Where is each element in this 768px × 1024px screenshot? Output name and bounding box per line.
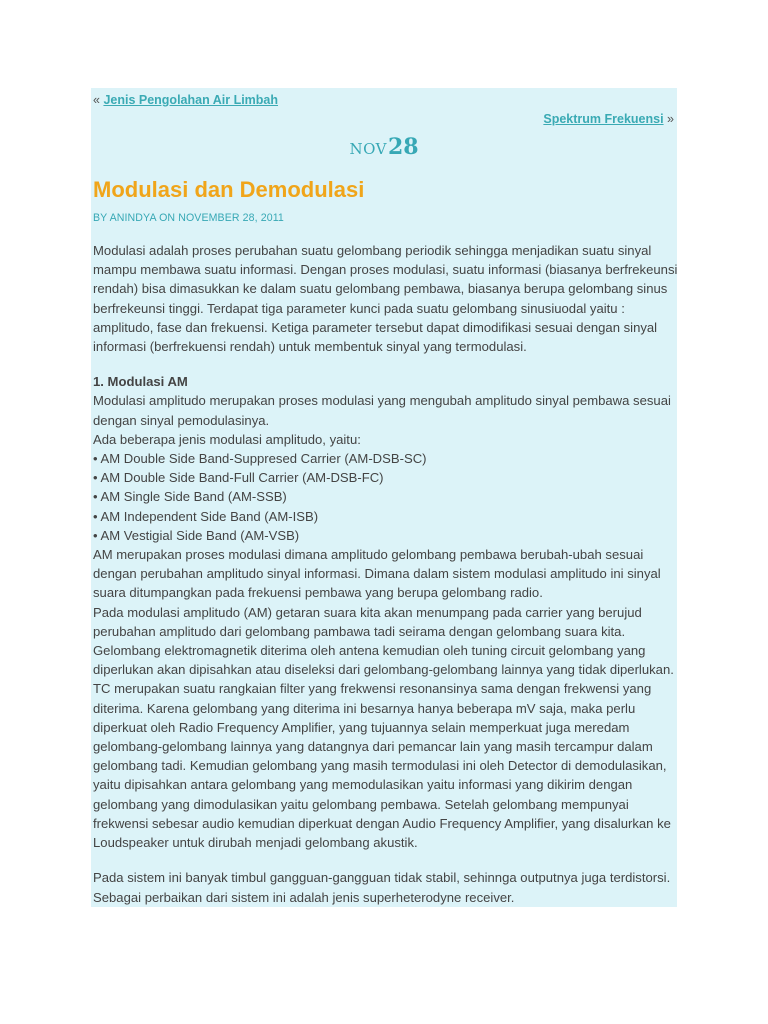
previous-post-nav: [93, 91, 278, 110]
post-date-badge: [91, 134, 677, 160]
am-process-paragraph: AM merupakan proses modulasi dimana amplitudo gelombang pembawa berubah-ubah sesuai dengan perubahan amplitudo sinyal informasi. Dimana dalam sistem modulasi amplitudo ini sinyal suara ditumpangkan pada frekuensi pembawa yang berupa gelombang radio.: [93, 547, 661, 601]
list-item: • AM Independent Side Band (AM-ISB): [93, 508, 319, 524]
next-post-nav: [543, 110, 674, 129]
post-byline: BY ANINDYA ON NOVEMBER 28, 2011: [93, 212, 284, 224]
section-heading: 1. Modulasi AM: [93, 374, 188, 390]
types-intro-text: Ada beberapa jenis modulasi amplitudo, yaitu:: [93, 431, 361, 447]
right-double-arrow-icon: »: [667, 112, 674, 126]
next-post-link[interactable]: Spektrum Frekuensi: [543, 112, 664, 126]
intro-paragraph: Modulasi adalah proses perubahan suatu gelombang periodik sehingga menjadikan suatu sinyal mampu membawa suatu informasi. Dengan proses modulasi, suatu informasi (biasanya berfrekeunsi rendah) bisa dimasukkan ke dalam suatu gelombang pembawa, biasanya berupa gelombang sinus berfrekeunsi tinggi. Terdapat tiga parameter kunci pada suatu gelombang sinusiuodal yaitu : amplitudo, fase dan frekuensi. Ketiga parameter tersebut dapat dimodifikasi sesuai dengan sinyal informasi (berfrekuensi rendah) untuk membentuk sinyal yang termodulasi.: [93, 243, 677, 355]
post-title: Modulasi dan Demodulasi: [93, 177, 365, 202]
post-date-day: 28: [387, 134, 419, 160]
list-item: • AM Single Side Band (AM-SSB): [93, 489, 287, 505]
blog-post-panel: [91, 88, 677, 907]
am-detail-paragraph: Pada modulasi amplitudo (AM) getaran suara kita akan menumpang pada carrier yang berujud perubahan amplitudo dari gelombang pambawa tadi seirama dengan gelombang suara kita. Gelombang elektromagnetik diterima oleh antena kemudian oleh tuning circuit gelombang yang diperlukan akan dipisahkan atau diseleksi dari gelombang-gelombang lainnya yang tidak diperlukan. TC merupakan suatu rangkaian filter yang frekwensi resonansinya sama dengan frekwensi yang diterima. Karena gelombang yang diterima ini besarnya hanya beberapa mV saja, maka perlu diperkuat oleh Radio Frequency Amplifier, yang tujuannya selain memperkuat juga meredam gelombang-gelombang lainnya yang datangnya dari pemancar lain yang masih tercampur dalam gelombang tadi. Kemudian gelombang yang masih termodulasi ini oleh Detector di demodulasikan, yaitu dipisahkan antara gelombang yang memodulasikan yaitu informasi yang dikirim dengan gelombang yang dimodulasikan yaitu gelombang pembawa. Setelah gelombang mempunyai frekwensi sebesar audio kemudian diperkuat dengan Audio Frequency Amplifier, yang disalurkan ke Loudspeaker untuk dirubah menjadi gelombang akustik.: [93, 604, 674, 851]
list-item: • AM Double Side Band-Full Carrier (AM-DSB-FC): [93, 470, 384, 486]
left-double-arrow-icon: «: [93, 93, 100, 107]
am-definition-paragraph: Modulasi amplitudo merupakan proses modulasi yang mengubah amplitudo sinyal pembawa sesuai dengan sinyal pemodulasinya.: [93, 393, 671, 428]
post-body: [93, 241, 677, 907]
previous-post-link[interactable]: Jenis Pengolahan Air Limbah: [103, 93, 279, 107]
post-date-month: NOV: [349, 140, 387, 158]
am-conclusion-paragraph: Pada sistem ini banyak timbul gangguan-gangguan tidak stabil, sehinnga outputnya juga terdistorsi. Sebagai perbaikan dari sistem ini adalah jenis superheterodyne receiver.: [93, 870, 671, 905]
list-item: • AM Double Side Band-Suppresed Carrier (AM-DSB-SC): [93, 451, 427, 467]
list-item: • AM Vestigial Side Band (AM-VSB): [93, 527, 300, 543]
